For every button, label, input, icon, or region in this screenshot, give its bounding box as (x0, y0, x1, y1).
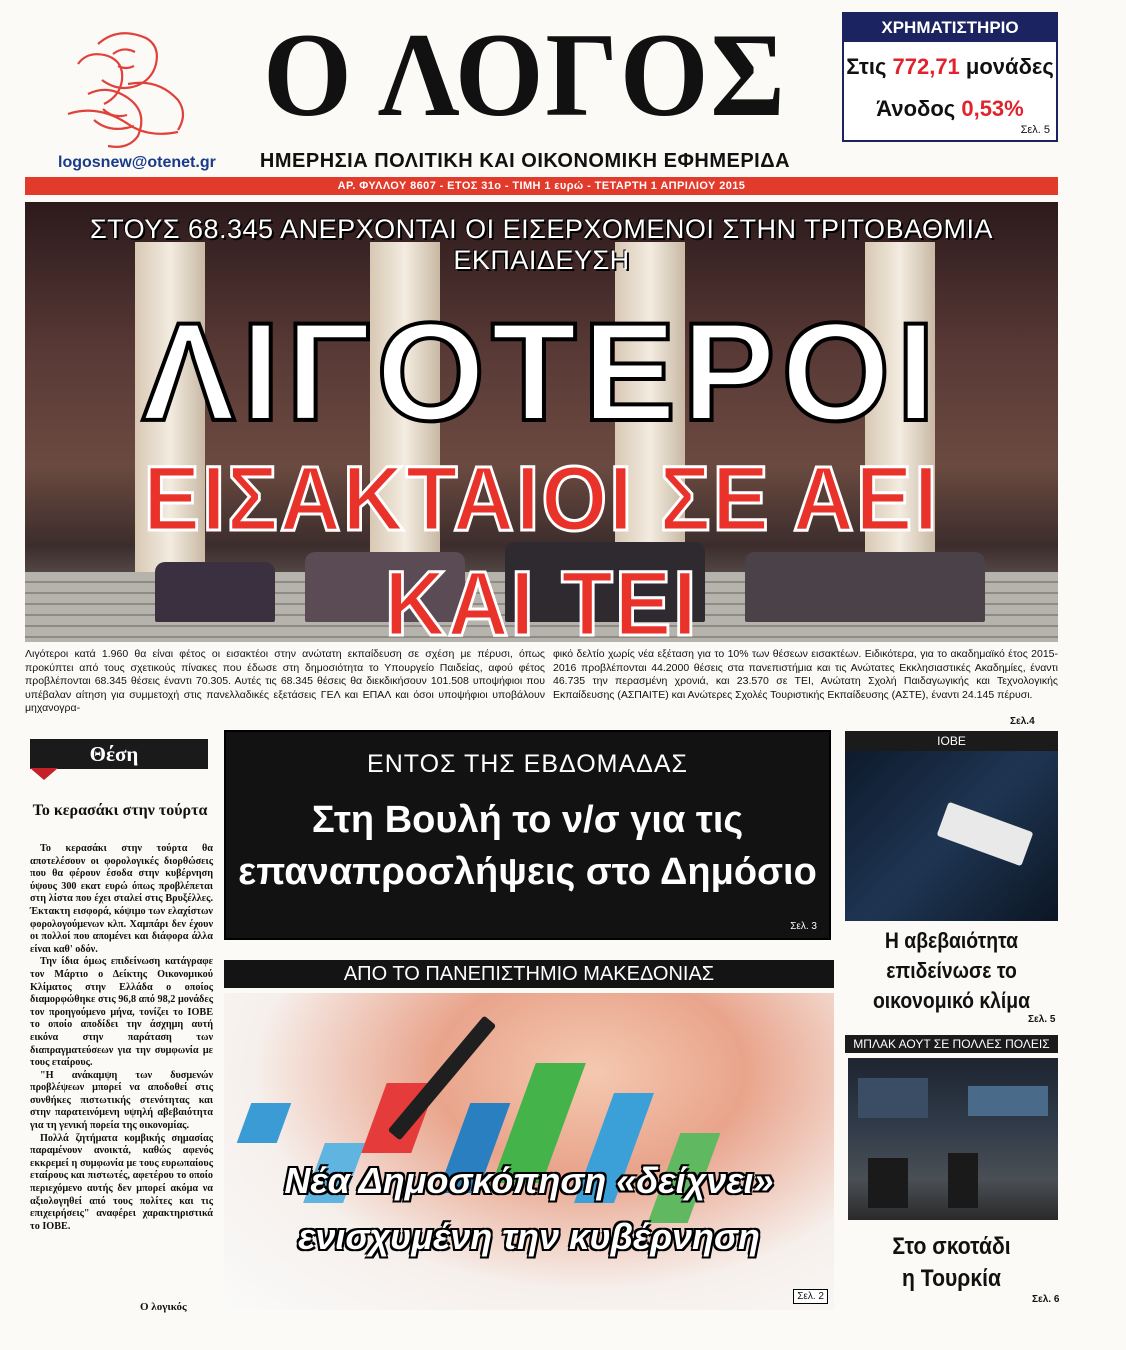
stock-market-box[interactable] (842, 12, 1058, 142)
hero-kicker: ΣΤΟΥΣ 68.345 ΑΝΕΡΧΟΝΤΑΙ ΟΙ ΕΙΣΕΡΧΟΜΕΝΟΙ ΣΤΗΝ ΤΡΙΤΟΒΑΘΜΙΑ ΕΚΠΑΙΔΕΥΣΗ (89, 214, 994, 275)
editorial-paragraph: Πολλά ζητήματα κομβικής σημασίας παραμένουν ανοικτά, καθώς αφενός εκκρεμεί η συμφωνία με τους ευρωπαίους εταίρους και πιστωτές, αφετέρου το οποίο περιεχόμενο αυτής δεν μπορεί ακόμα να αξιολογηθεί από τους πολίτες και τις επιχειρήσεις" αναφέρει χαρακτηριστικά το ΙΟΒΕ. (30, 1132, 213, 1232)
newspaper-subtitle: ΗΜΕΡΗΣΙΑ ΠΟΛΙΤΙΚΗ ΚΑΙ ΟΙΚΟΝΟΜΙΚΗ ΕΦΗΜΕΡΙΔΑ (259, 150, 791, 172)
iobe-story-headline-line: οικονομικό κλίμα (872, 988, 1031, 1013)
hero-headline[interactable]: ΛΙΓΟΤΕΡΟΙ (141, 293, 942, 450)
iobe-story-photo[interactable] (845, 751, 1058, 921)
newspaper-title: Ο ΛΟΓΟΣ (263, 8, 787, 141)
shopfront-decoration (968, 1086, 1048, 1116)
shopfront-decoration (858, 1078, 928, 1118)
poll-story[interactable] (224, 993, 834, 1310)
week-story-kicker: ΕΝΤΟΣ ΤΗΣ ΕΒΔΟΜΑΔΑΣ (367, 750, 688, 778)
blackout-story-headline-line: Στο σκοτάδι (892, 1233, 1011, 1260)
iobe-story-headline-line: επιδείνωσε το (886, 958, 1017, 983)
editorial-triangle-icon (30, 768, 58, 780)
stock-change-value: 0,53% (961, 96, 1024, 121)
stock-page-ref: Σελ. 5 (1020, 124, 1050, 136)
poll-story-headline[interactable] (224, 1153, 834, 1265)
editorial-body (30, 843, 213, 1233)
week-story-page-ref: Σελ. 3 (790, 921, 817, 932)
editorial-title[interactable]: Το κερασάκι στην τούρτα (32, 802, 208, 819)
editorial-paragraph: "Η ανάκαμψη των δυσμενών προβλέψεων μπορεί να αποδοθεί στις συνθήκες πιστωτικής στενότητας και στην παρατεινόμενη υψηλή αβεβαιότητα για τη γενική πορεία της οικονομίας. (30, 1069, 213, 1132)
editorial-author: Ο λογικός (140, 1301, 187, 1313)
pedestrian-decoration (948, 1153, 978, 1208)
hero-story[interactable] (25, 202, 1058, 642)
hero-lead-left: Λιγότεροι κατά 1.960 θα είναι φέτος οι εισακτέοι στην ανώτατη εκπαίδευση σε σχέση με πέρυσι, όπως προκύπτει από τους σχετικούς πίνακες που έδωσε στη δημοσιότητα το Υπουργείο Παιδείας, αφού φέτος προβλέπονται 68.345 θέσεις έναντι 70.305. Αυτές τις 68.345 θέσεις θα διεκδικήσουν 101.508 υποψήφιοι που υπέβαλαν αίτηση για συμμετοχή στις πανελλαδικές εξετάσεις ΓΕΛ και ΕΠΑΛ και όσοι υποψήφιοι υποβάλουν μηχανογρα- (25, 648, 545, 714)
blackout-story-headline-line: η Τουρκία (902, 1265, 1001, 1292)
week-story-headline[interactable] (226, 794, 829, 898)
blackout-story-kicker: ΜΠΛΑΚ ΑΟΥΤ ΣΕ ΠΟΛΛΕΣ ΠΟΛΕΙΣ (845, 1035, 1058, 1053)
stock-index-post: μονάδες (959, 54, 1054, 79)
hero-lead-right: φικό δελτίο χωρίς νέα εξέταση για το 10% των θέσεων εισακτέων. Ειδικότερα, για το ακαδημαϊκό έτος 2015-2016 προβλέπονται 44.2000 θέσεις στα πανεπιστήμια και τις Ανώτατες Εκκλησιαστικές Ακαδημίες, έναντι 46.735 την περασμένη χρονιά, και 23.570 σε ΤΕΙ, Ανώτατη Σχολή Παιδαγωγικής και Τεχνολογικής Εκπαίδευσης (ΑΣΠΑΙΤΕ) και Ανώτερες Σχολές Τουριστικής Εκπαίδευσης (ΑΣΤΕ), έναντι 24.145 πέρυσι. (553, 648, 1058, 701)
stock-change-pre: Άνοδος (876, 96, 962, 121)
contact-email[interactable]: logosnew@otenet.gr (58, 154, 216, 171)
blackout-story-photo[interactable] (848, 1058, 1058, 1220)
editorial-paragraph: Την ίδια όμως επιδείνωση κατάγραφε τον Μάρτιο ο Δείκτης Οικονομικού Κλίματος στην Ελλάδα ο οποίος διαμορφώθηκε στις 96,8 από 98,2 μονάδες τον προηγούμενο μήνα, τονίζει το ΙΟΒΕ το οποίο αποδίδει την άσχημη αυτή εικόνα στην παράταση των διαπραγματεύσεων για την συμφωνία με τους εταίρους. (30, 956, 213, 1069)
poll-story-headline-line: ενισχυμένη την κυβέρνηση (298, 1216, 760, 1257)
hero-subheadline[interactable]: ΕΙΣΑΚΤΑΙΟΙ ΣΕ ΑΕΙ ΚΑΙ ΤΕΙ (143, 448, 940, 642)
blackout-story-page-ref: Σελ. 6 (1032, 1294, 1060, 1305)
pedestrian-decoration (868, 1158, 908, 1208)
stock-change-line (844, 96, 1056, 122)
stock-index-value: 772,71 (892, 54, 960, 79)
editorial-label: Θέση (89, 742, 139, 766)
iobe-story-headline[interactable] (858, 926, 1045, 1016)
stock-index-pre: Στις (846, 54, 893, 79)
iobe-story-headline-line: Η αβεβαιότητα (884, 928, 1019, 953)
iobe-story-page-ref: Σελ. 5 (1028, 1014, 1056, 1025)
week-story-headline-line: Στη Βουλή το ν/σ για τις (311, 799, 744, 841)
newspaper-logo-icon (58, 24, 198, 149)
poll-story-headline-line: Νέα Δημοσκόπηση «δείχνει» (284, 1160, 774, 1201)
stock-header: ΧΡΗΜΑΤΙΣΤΗΡΙΟ (844, 14, 1056, 42)
issue-info-bar: ΑΡ. ΦΥΛΛΟΥ 8607 - ΕΤΟΣ 31ο - ΤΙΜΗ 1 ευρώ - ΤΕΤΑΡΤΗ 1 ΑΠΡΙΛΙΟΥ 2015 (25, 177, 1058, 195)
chart-bar-decoration (237, 1103, 292, 1143)
editorial-paragraph: Το κερασάκι στην τούρτα θα αποτελέσουν οι φορολογικές διορθώσεις που θα φέρουν έσοδα στην κυβέρνηση ύψους 300 εκατ ευρώ όπως προβλέπεται στη λίστα που έχει σταλεί στις Βρυξέλλες. Έκτακτη εισφορά, κόψιμο των ελαχίστων φορολογούμενων κλπ. Χαμπάρι δεν έχουν οι πολλοί που απομένει και διάφορα άλλα είναι καθ' οδόν. (30, 843, 213, 955)
hero-page-ref[interactable]: Σελ.4 (1010, 716, 1035, 727)
week-story-headline-line: επαναπροσλήψεις στο Δημόσιο (238, 851, 817, 893)
blackout-story-headline[interactable] (858, 1231, 1045, 1295)
week-story[interactable] (224, 730, 831, 940)
poll-story-page-ref: Σελ. 2 (793, 1289, 828, 1304)
iobe-story-kicker: ΙΟΒΕ (845, 731, 1058, 751)
stock-index-line (844, 54, 1056, 80)
poll-story-kicker: ΑΠΟ ΤΟ ΠΑΝΕΠΙΣΤΗΜΙΟ ΜΑΚΕΔΟΝΙΑΣ (224, 960, 834, 988)
badge-decoration (937, 802, 1034, 867)
